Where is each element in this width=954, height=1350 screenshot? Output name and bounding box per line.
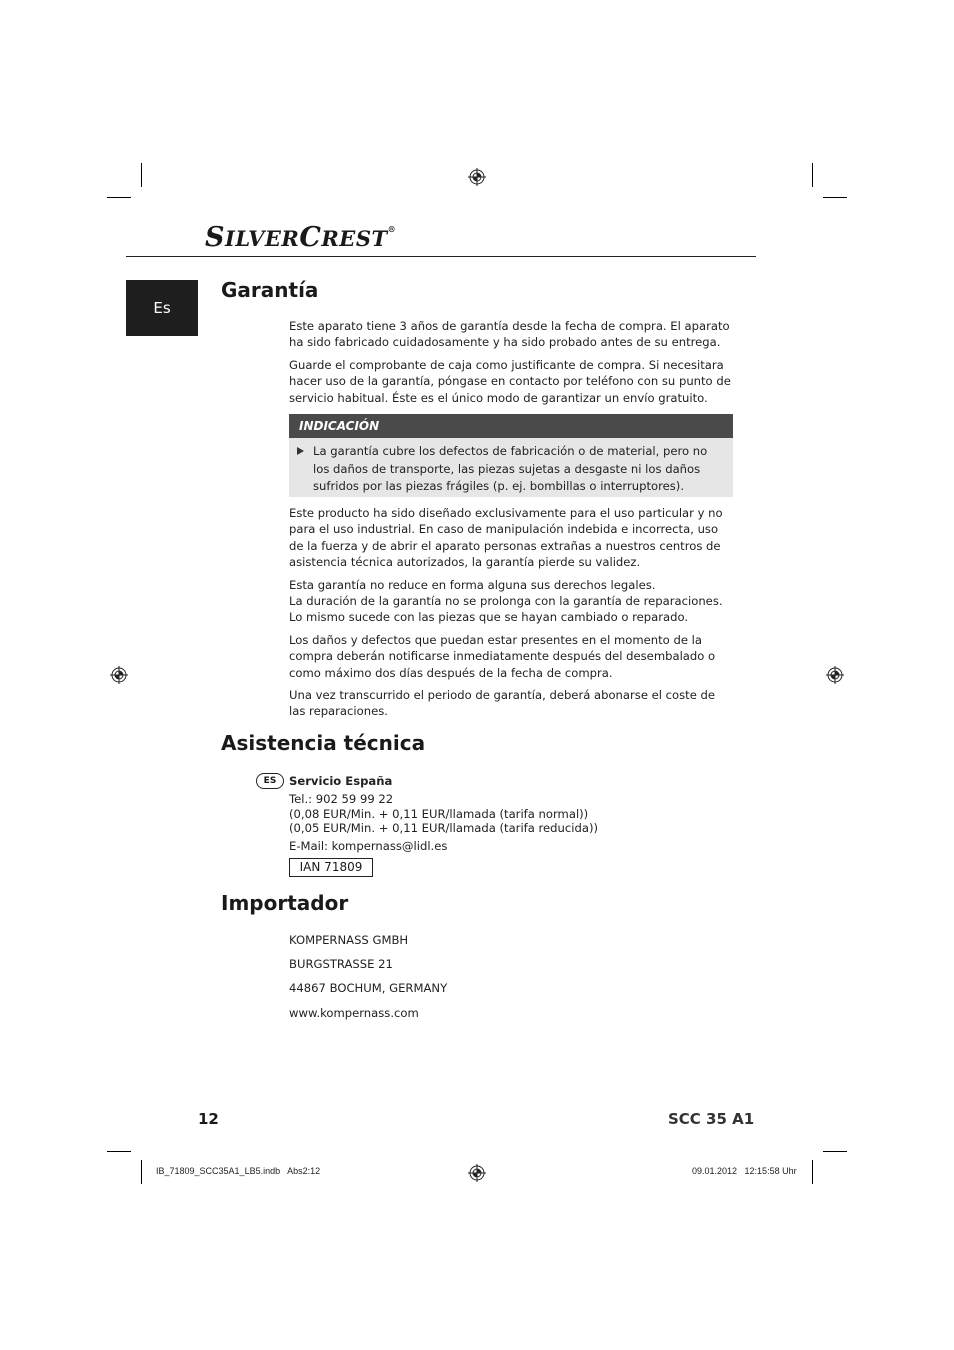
- country-badge: ES: [256, 773, 284, 789]
- importer-line: BURGSTRASSE 21: [289, 957, 393, 971]
- paragraph: Guarde el comprobante de caja como justificante de compra. Si necesitara hacer uso de la garantía, póngase en contacto por teléfono con su punto de servicio habitual. Éste es el único modo de garantizar un envío gratuito.: [289, 357, 731, 405]
- header-rule: [126, 256, 756, 257]
- note-text: La garantía cubre los defectos de fabricación o de material, pero no los daños de transporte, las piezas sujetas a desgaste ni los daños sufridos por las piezas frágiles (p. ej. bombillas o interruptores).: [313, 444, 708, 493]
- crop-mark: [107, 197, 131, 198]
- garantia-details: [289, 505, 733, 726]
- paragraph: Este producto ha sido diseñado exclusivamente para el uso particular y no para el uso industrial. En caso de manipulación indebida e incorrecta, uso de la fuerza y de abrir el aparato personas extrañas a nuestros centros de asistencia técnica autorizados, la garantía pierde su validez.: [289, 506, 723, 570]
- brand-logo: SILVERCREST®: [205, 222, 397, 253]
- section-title-garantia: Garantía: [221, 278, 319, 302]
- service-rate-normal: (0,08 EUR/Min. + 0,11 EUR/llamada (tarifa normal)): [289, 807, 589, 821]
- crop-mark: [812, 163, 813, 187]
- crop-mark: [823, 1151, 847, 1152]
- paragraph: La duración de la garantía no se prolonga con la garantía de reparaciones. Lo mismo sucede con las piezas que se hayan cambiado o reparado.: [289, 594, 723, 625]
- file-info: IB_71809_SCC35A1_LB5.indb Abs2:12: [156, 1166, 321, 1176]
- registration-mark-icon: [468, 1164, 486, 1182]
- print-timestamp: 09.01.2012 12:15:58 Uhr: [692, 1166, 797, 1176]
- importer-website[interactable]: www.kompernass.com: [289, 1006, 419, 1020]
- paragraph: Esta garantía no reduce en forma alguna sus derechos legales.: [289, 577, 656, 592]
- service-phone: Tel.: 902 59 99 22: [289, 792, 394, 806]
- service-email: E-Mail: kompernass@lidl.es: [289, 839, 448, 853]
- note-body: [289, 438, 733, 496]
- section-title-asistencia: Asistencia técnica: [221, 731, 426, 755]
- paragraph: Una vez transcurrido el periodo de garantía, deberá abonarse el coste de las reparaciones.: [289, 688, 716, 719]
- registration-mark-icon: [826, 666, 844, 684]
- crop-mark: [812, 1160, 813, 1184]
- crop-mark: [107, 1151, 131, 1152]
- importer-line: KOMPERNASS GMBH: [289, 933, 409, 947]
- page-number: 12: [198, 1110, 219, 1128]
- crop-mark: [823, 197, 847, 198]
- bullet-arrow-icon: [297, 447, 304, 455]
- paragraph: Este aparato tiene 3 años de garantía desde la fecha de compra. El aparato ha sido fabricado cuidadosamente y ha sido probado antes de su entrega.: [289, 319, 730, 350]
- importer-line: 44867 BOCHUM, GERMANY: [289, 981, 448, 995]
- crop-mark: [141, 163, 142, 187]
- language-tab: Es: [126, 280, 198, 336]
- service-rate-reduced: (0,05 EUR/Min. + 0,11 EUR/llamada (tarifa reducida)): [289, 821, 598, 835]
- paragraph: Los daños y defectos que puedan estar presentes en el momento de la compra deberán notificarse inmediatamente después del desembalado o como máximo dos días después de la fecha de compra.: [289, 632, 716, 680]
- crop-mark: [141, 1160, 142, 1184]
- service-name: Servicio España: [289, 774, 393, 788]
- ian-box: IAN 71809: [289, 858, 373, 877]
- note-heading: INDICACIÓN: [289, 414, 733, 438]
- note-box: [289, 414, 733, 497]
- registration-mark-icon: [468, 168, 486, 186]
- section-title-importador: Importador: [221, 891, 349, 915]
- garantia-intro: [289, 318, 733, 412]
- model-number: SCC 35 A1: [668, 1110, 755, 1128]
- registration-mark-icon: [110, 666, 128, 684]
